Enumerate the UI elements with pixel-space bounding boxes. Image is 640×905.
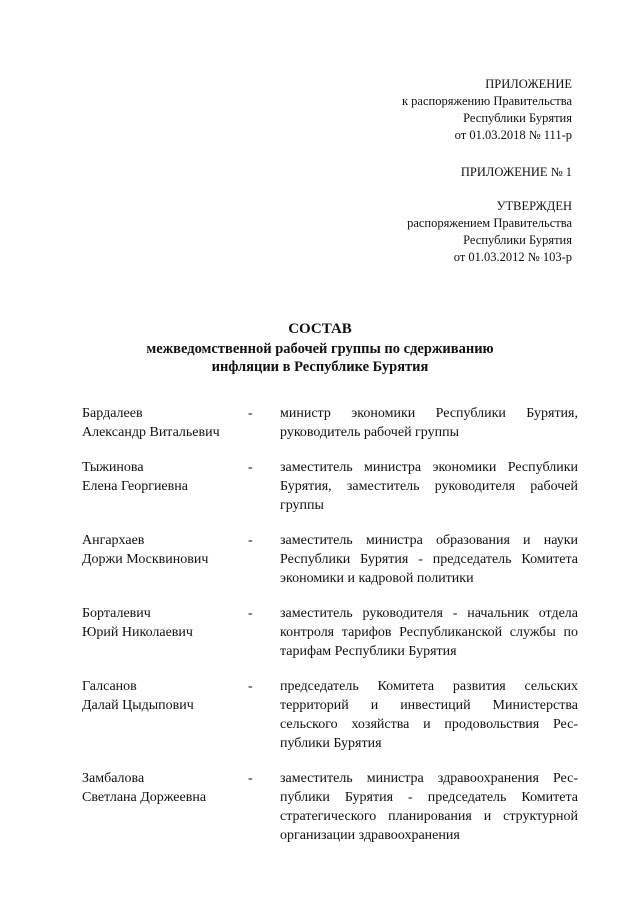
approved-republic: Республики Бурятия	[463, 233, 572, 247]
approved-order-ref: распоряжением Правительства	[407, 216, 572, 230]
member-surname: Борталевич	[82, 606, 151, 621]
title-sub-line-2: инфляции в Республике Бурятия	[211, 359, 429, 375]
member-name	[82, 604, 242, 661]
member-dash: -	[248, 460, 253, 475]
appendix-order-ref: к распоряжению Правительства	[401, 94, 572, 108]
member-dash: -	[248, 771, 253, 786]
member-row	[82, 458, 578, 515]
approved-order-date: от 01.03.2012 № 103-р	[453, 250, 572, 264]
appendix-header	[402, 76, 572, 144]
member-role: заместитель министра образования и науки Республики Бурятия - председатель Комитета экономики и кадровой политики	[280, 533, 578, 586]
title-sub-line-1: межведомственной рабочей группы по сдерживанию	[146, 341, 494, 357]
document-title	[0, 320, 640, 376]
member-name	[82, 404, 242, 442]
appendix-label: ПРИЛОЖЕНИЕ	[485, 77, 572, 91]
member-row	[82, 604, 578, 661]
member-dash: -	[248, 406, 253, 421]
member-given-name: Далай Цыдыпович	[82, 698, 194, 713]
member-surname: Галсанов	[82, 679, 137, 694]
appendix-order-date: от 01.03.2018 № 111-р	[454, 128, 572, 142]
member-given-name: Александр Витальевич	[82, 425, 220, 440]
title-main: СОСТАВ	[288, 321, 352, 337]
member-name	[82, 769, 242, 845]
member-role: заместитель руководителя - начальник отдела контроля тарифов Республиканской службы по тарифам Республики Бурятия	[280, 606, 578, 659]
member-row	[82, 769, 578, 845]
member-given-name: Юрий Николаевич	[82, 625, 193, 640]
member-surname: Тыжинова	[82, 460, 144, 475]
member-dash: -	[248, 679, 253, 694]
member-role: председатель Комитета развития сельских территорий и инвестиций Министерства сельского хозяйства и продовольствия Республики Бурятия	[280, 679, 578, 751]
member-dash: -	[248, 533, 253, 548]
member-row	[82, 404, 578, 442]
member-surname: Замбалова	[82, 771, 145, 786]
member-name	[82, 458, 242, 515]
member-name	[82, 531, 242, 588]
member-given-name: Елена Георгиевна	[82, 479, 188, 494]
member-row	[82, 677, 578, 753]
members-list	[82, 404, 578, 861]
member-given-name: Светлана Доржеевна	[82, 790, 207, 805]
approved-block	[407, 198, 572, 266]
member-given-name: Доржи Москвинович	[82, 552, 209, 567]
member-surname: Ангархаев	[82, 533, 145, 548]
member-row	[82, 531, 578, 588]
member-dash: -	[248, 606, 253, 621]
member-surname: Бардалеев	[82, 406, 143, 421]
appendix-republic: Республики Бурятия	[463, 111, 572, 125]
member-role: министр экономики Республики Бурятия, руководитель рабочей группы	[280, 406, 578, 440]
member-role: заместитель министра экономики Республики Бурятия, заместитель руководителя рабочей группы	[280, 460, 578, 513]
member-name	[82, 677, 242, 753]
approved-label: УТВЕРЖДЕН	[496, 199, 572, 213]
member-role: заместитель министра здравоохранения Республики Бурятия - председатель Комитета стратегического планирования и структурной организации здравоохранения	[280, 771, 578, 843]
appendix-number-block	[461, 164, 572, 181]
appendix-number: ПРИЛОЖЕНИЕ № 1	[460, 165, 572, 179]
